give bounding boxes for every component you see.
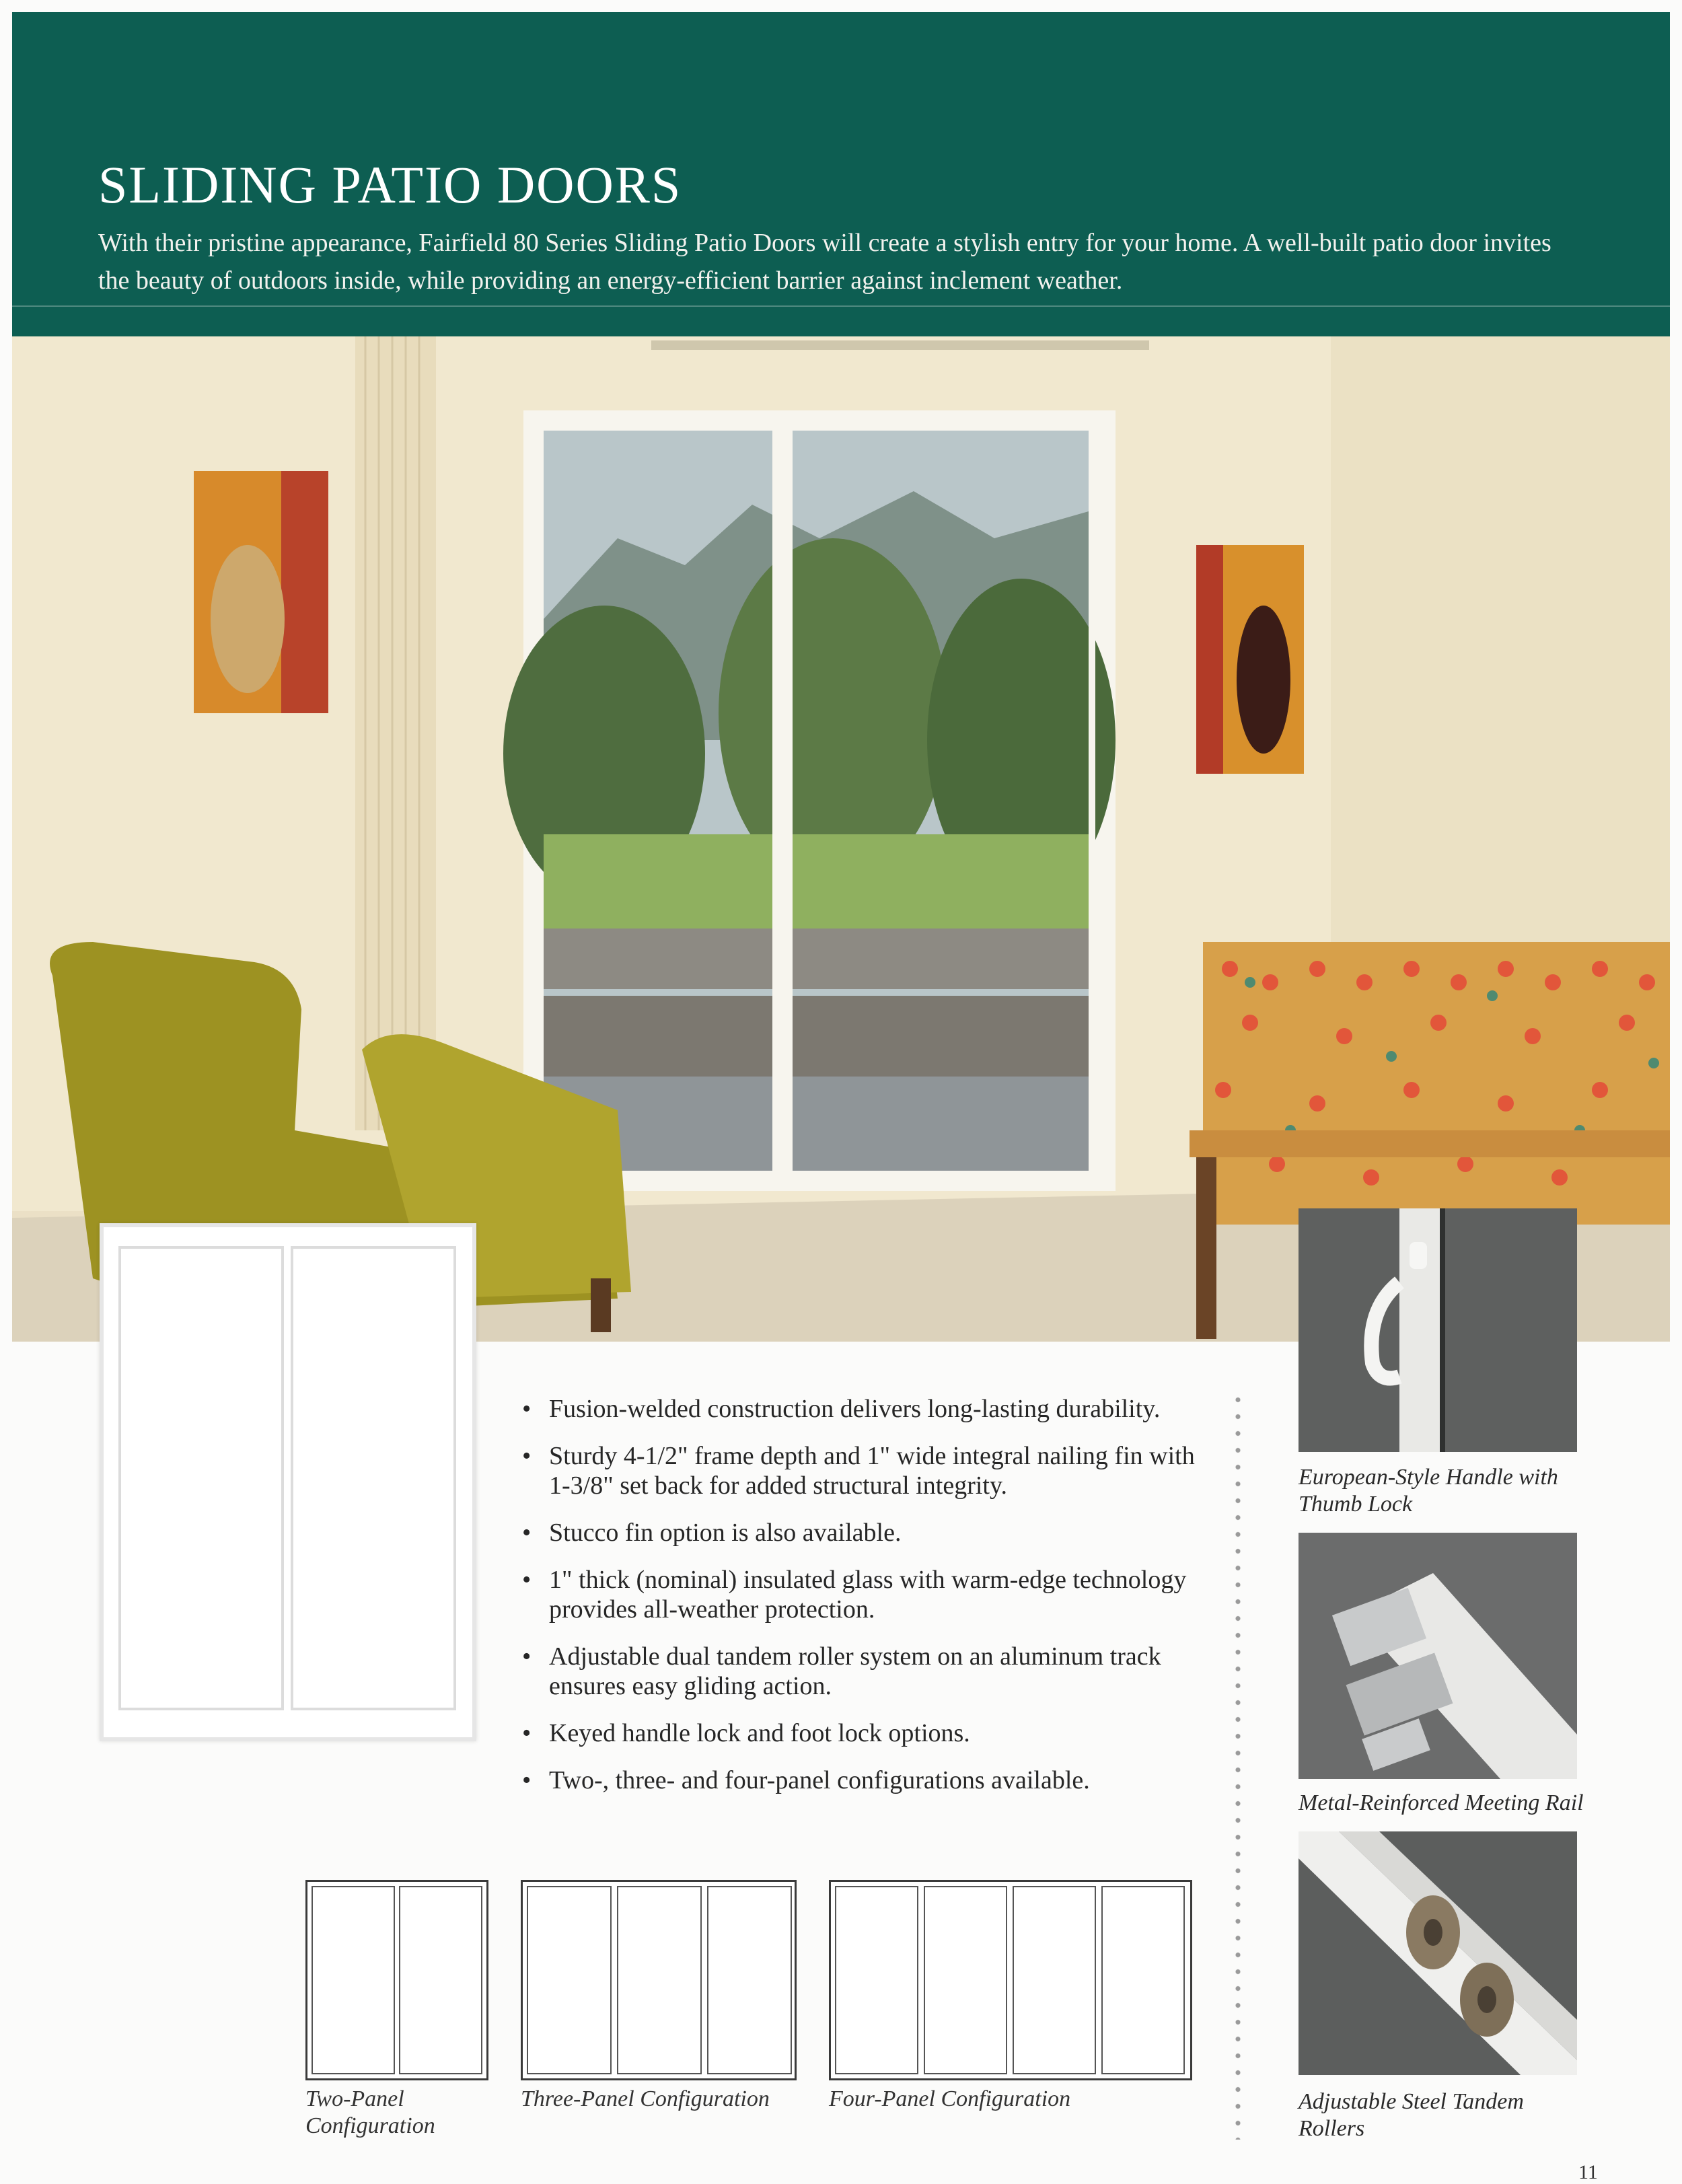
config-panel	[924, 1886, 1007, 2074]
config-diagram	[521, 1880, 797, 2080]
config-panel	[527, 1886, 612, 2074]
header-banner	[12, 12, 1670, 336]
feature-item: • Two-, three- and four-panel configurations available.	[518, 1766, 1204, 1795]
config-three-panel	[521, 1880, 797, 2162]
config-panel	[1013, 1886, 1096, 2074]
config-two-panel	[305, 1880, 488, 2162]
feature-item: • Adjustable dual tandem roller system on an aluminum track ensures easy gliding action.	[518, 1642, 1204, 1701]
meeting-rail-detail-photo	[1299, 1533, 1577, 1779]
feature-list	[518, 1394, 1204, 1813]
config-panel	[835, 1886, 918, 2074]
config-caption: Three-Panel Configuration	[521, 2086, 770, 2111]
handle-illustration	[1299, 1208, 1577, 1452]
room-photo	[12, 336, 1670, 1342]
dotted-divider	[1235, 1391, 1241, 2140]
intro-paragraph: With their pristine appearance, Fairfield 80 Series Sliding Patio Doors will create a stylish entry for your home. A well-built patio door invites the beauty of outdoors inside, while providing an energy-efficient barrier against inclement weather.	[98, 229, 1551, 295]
config-panel	[707, 1886, 792, 2074]
feature-item: • Keyed handle lock and foot lock options.	[518, 1718, 1204, 1748]
header-divider	[12, 305, 1670, 307]
room-illustration	[12, 336, 1670, 1342]
feature-item: • Fusion-welded construction delivers long-lasting durability.	[518, 1394, 1204, 1424]
rollers-caption: Adjustable Steel Tandem Rollers	[1299, 2089, 1524, 2141]
rollers-illustration	[1299, 1831, 1577, 2075]
config-diagram	[829, 1880, 1192, 2080]
meeting-rail-illustration	[1299, 1533, 1577, 1779]
config-caption: Four-Panel Configuration	[829, 2086, 1071, 2111]
frame-pane-right	[291, 1246, 456, 1710]
feature-item: • 1" thick (nominal) insulated glass with warm-edge technology provides all-weather protection.	[518, 1565, 1204, 1624]
handle-caption: European-Style Handle with Thumb Lock	[1299, 1465, 1558, 1517]
config-panel	[617, 1886, 702, 2074]
frame-pane-left	[118, 1246, 284, 1710]
meeting-rail-caption: Metal-Reinforced Meeting Rail	[1299, 1790, 1584, 1815]
config-panel	[1101, 1886, 1185, 2074]
feature-item: • Stucco fin option is also available.	[518, 1518, 1204, 1548]
config-panel	[399, 1886, 482, 2074]
config-diagram	[305, 1880, 488, 2080]
page-title: SLIDING PATIO DOORS	[98, 155, 682, 214]
config-caption: Two-Panel Configuration	[305, 2086, 435, 2138]
page-number: 11	[1578, 2161, 1598, 2183]
config-panel	[312, 1886, 395, 2074]
feature-item: • Sturdy 4-1/2" frame depth and 1" wide integral nailing fin with 1-3/8" set back for added structural integrity.	[518, 1441, 1204, 1500]
rollers-detail-photo	[1299, 1831, 1577, 2075]
two-panel-frame-image	[100, 1223, 476, 1741]
config-four-panel	[829, 1880, 1192, 2162]
handle-detail-photo	[1299, 1208, 1577, 1452]
